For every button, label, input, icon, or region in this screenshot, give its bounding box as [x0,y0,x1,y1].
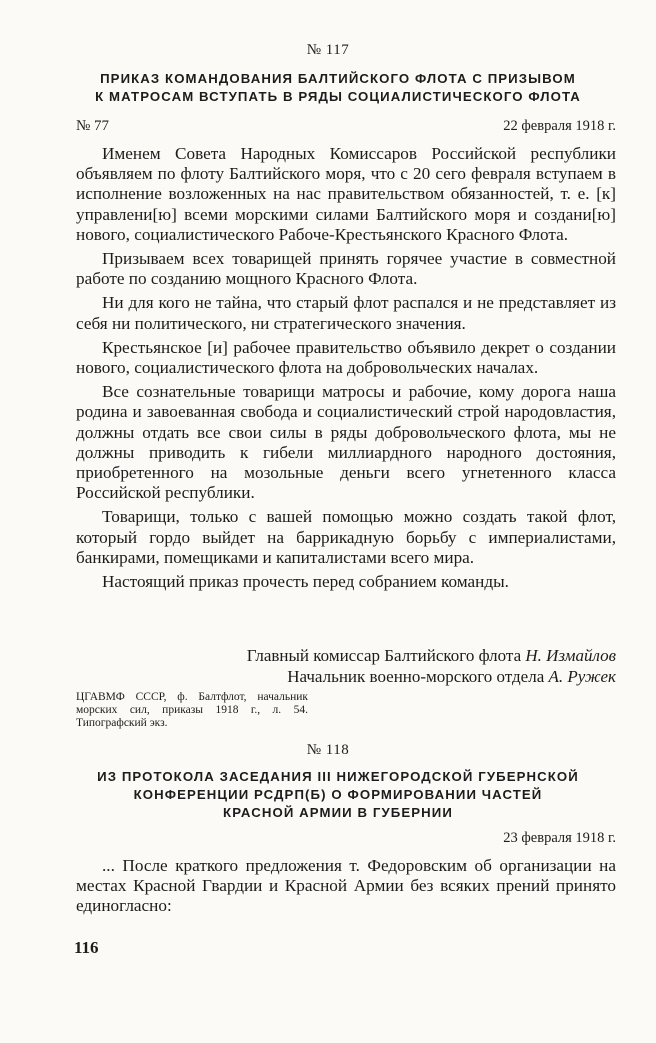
document-number: № 118 [306,742,350,758]
signature-title: Главный комиссар Балтийского флота [246,646,522,665]
document-title [60,70,616,106]
order-meta [76,118,616,138]
document-meta [76,830,616,850]
document-date: 22 февраля 1918 г. [503,118,616,134]
document-number: № 117 [306,42,350,58]
archive-source: ЦГАВМФ СССР, ф. Балтфлот, начальник морских сил, приказы 1918 г., л. 54. Типографский экз. [76,691,308,729]
signature-block [76,645,616,687]
signature-line [76,666,616,687]
paragraph: Товарищи, только с вашей помощью можно создать такой флот, который гордо выйдет на баррикадную борьбу с империалистами, банкирами, помещиками и капиталистами всего мира. [76,507,616,567]
document-date: 23 февраля 1918 г. [503,830,616,846]
title-line: КОНФЕРЕНЦИИ РСДРП(Б) О ФОРМИРОВАНИИ ЧАСТЕЙ [133,787,543,802]
signature-name: Н. Измайлов [525,646,616,665]
signature-line [76,645,616,666]
document-body [76,144,616,596]
paragraph: Все сознательные товарищи матросы и рабочие, кому дорога наша родина и завоеванная свобода и социалистический строй народовластия, должны отдать все свои силы в ряды добровольческого флота, мы не должны приводить к гибели миллиардного народного достояния, приобретенного на мозольные деньги всего угнетенного класса Российской республики. [76,382,616,503]
paragraph: Настоящий приказ прочесть перед собранием команды. [102,572,509,592]
signature-name: А. Ружек [548,667,616,686]
paragraph: Призываем всех товарищей принять горячее участие в совместной работе по созданию мощного Красного Флота. [76,249,616,289]
signature-title: Начальник военно-морского отдела [287,667,545,686]
order-number: № 77 [76,118,110,134]
paragraph: Именем Совета Народных Комиссаров Российской республики объявляем по флоту Балтийского моря, что с 20 сего февраля вступаем в исполнение возложенных на нас правительством обязанностей, т. е. [к] управлени[ю] всеми морскими силами Балтийского моря и создани[ю] нового, социалистического Рабоче-Крестьянского Красного Флота. [76,144,616,244]
title-line: ИЗ ПРОТОКОЛА ЗАСЕДАНИЯ III НИЖЕГОРОДСКОЙ ГУБЕРНСКОЙ [97,769,579,784]
paragraph: Крестьянское [и] рабочее правительство объявило декрет о создании нового, социалистического флота на добровольческих началах. [76,337,616,378]
document-title [60,768,616,822]
title-line: КРАСНОЙ АРМИИ В ГУБЕРНИИ [223,805,453,820]
document-body [76,856,616,921]
title-line: ПРИКАЗ КОМАНДОВАНИЯ БАЛТИЙСКОГО ФЛОТА С ПРИЗЫВОМ [100,71,576,86]
title-line: К МАТРОСАМ ВСТУПАТЬ В РЯДЫ СОЦИАЛИСТИЧЕСКОГО ФЛОТА [95,89,581,104]
paragraph: ... После краткого предложения т. Федоровским об организации на местах Красной Гвардии и Красной Армии без всяких прений принято единогласно: [76,856,616,916]
paragraph: Ни для кого не тайна, что старый флот распался и не представляет из себя ни политического, ни стратегического значения. [76,293,616,333]
page-number: 116 [74,938,99,957]
